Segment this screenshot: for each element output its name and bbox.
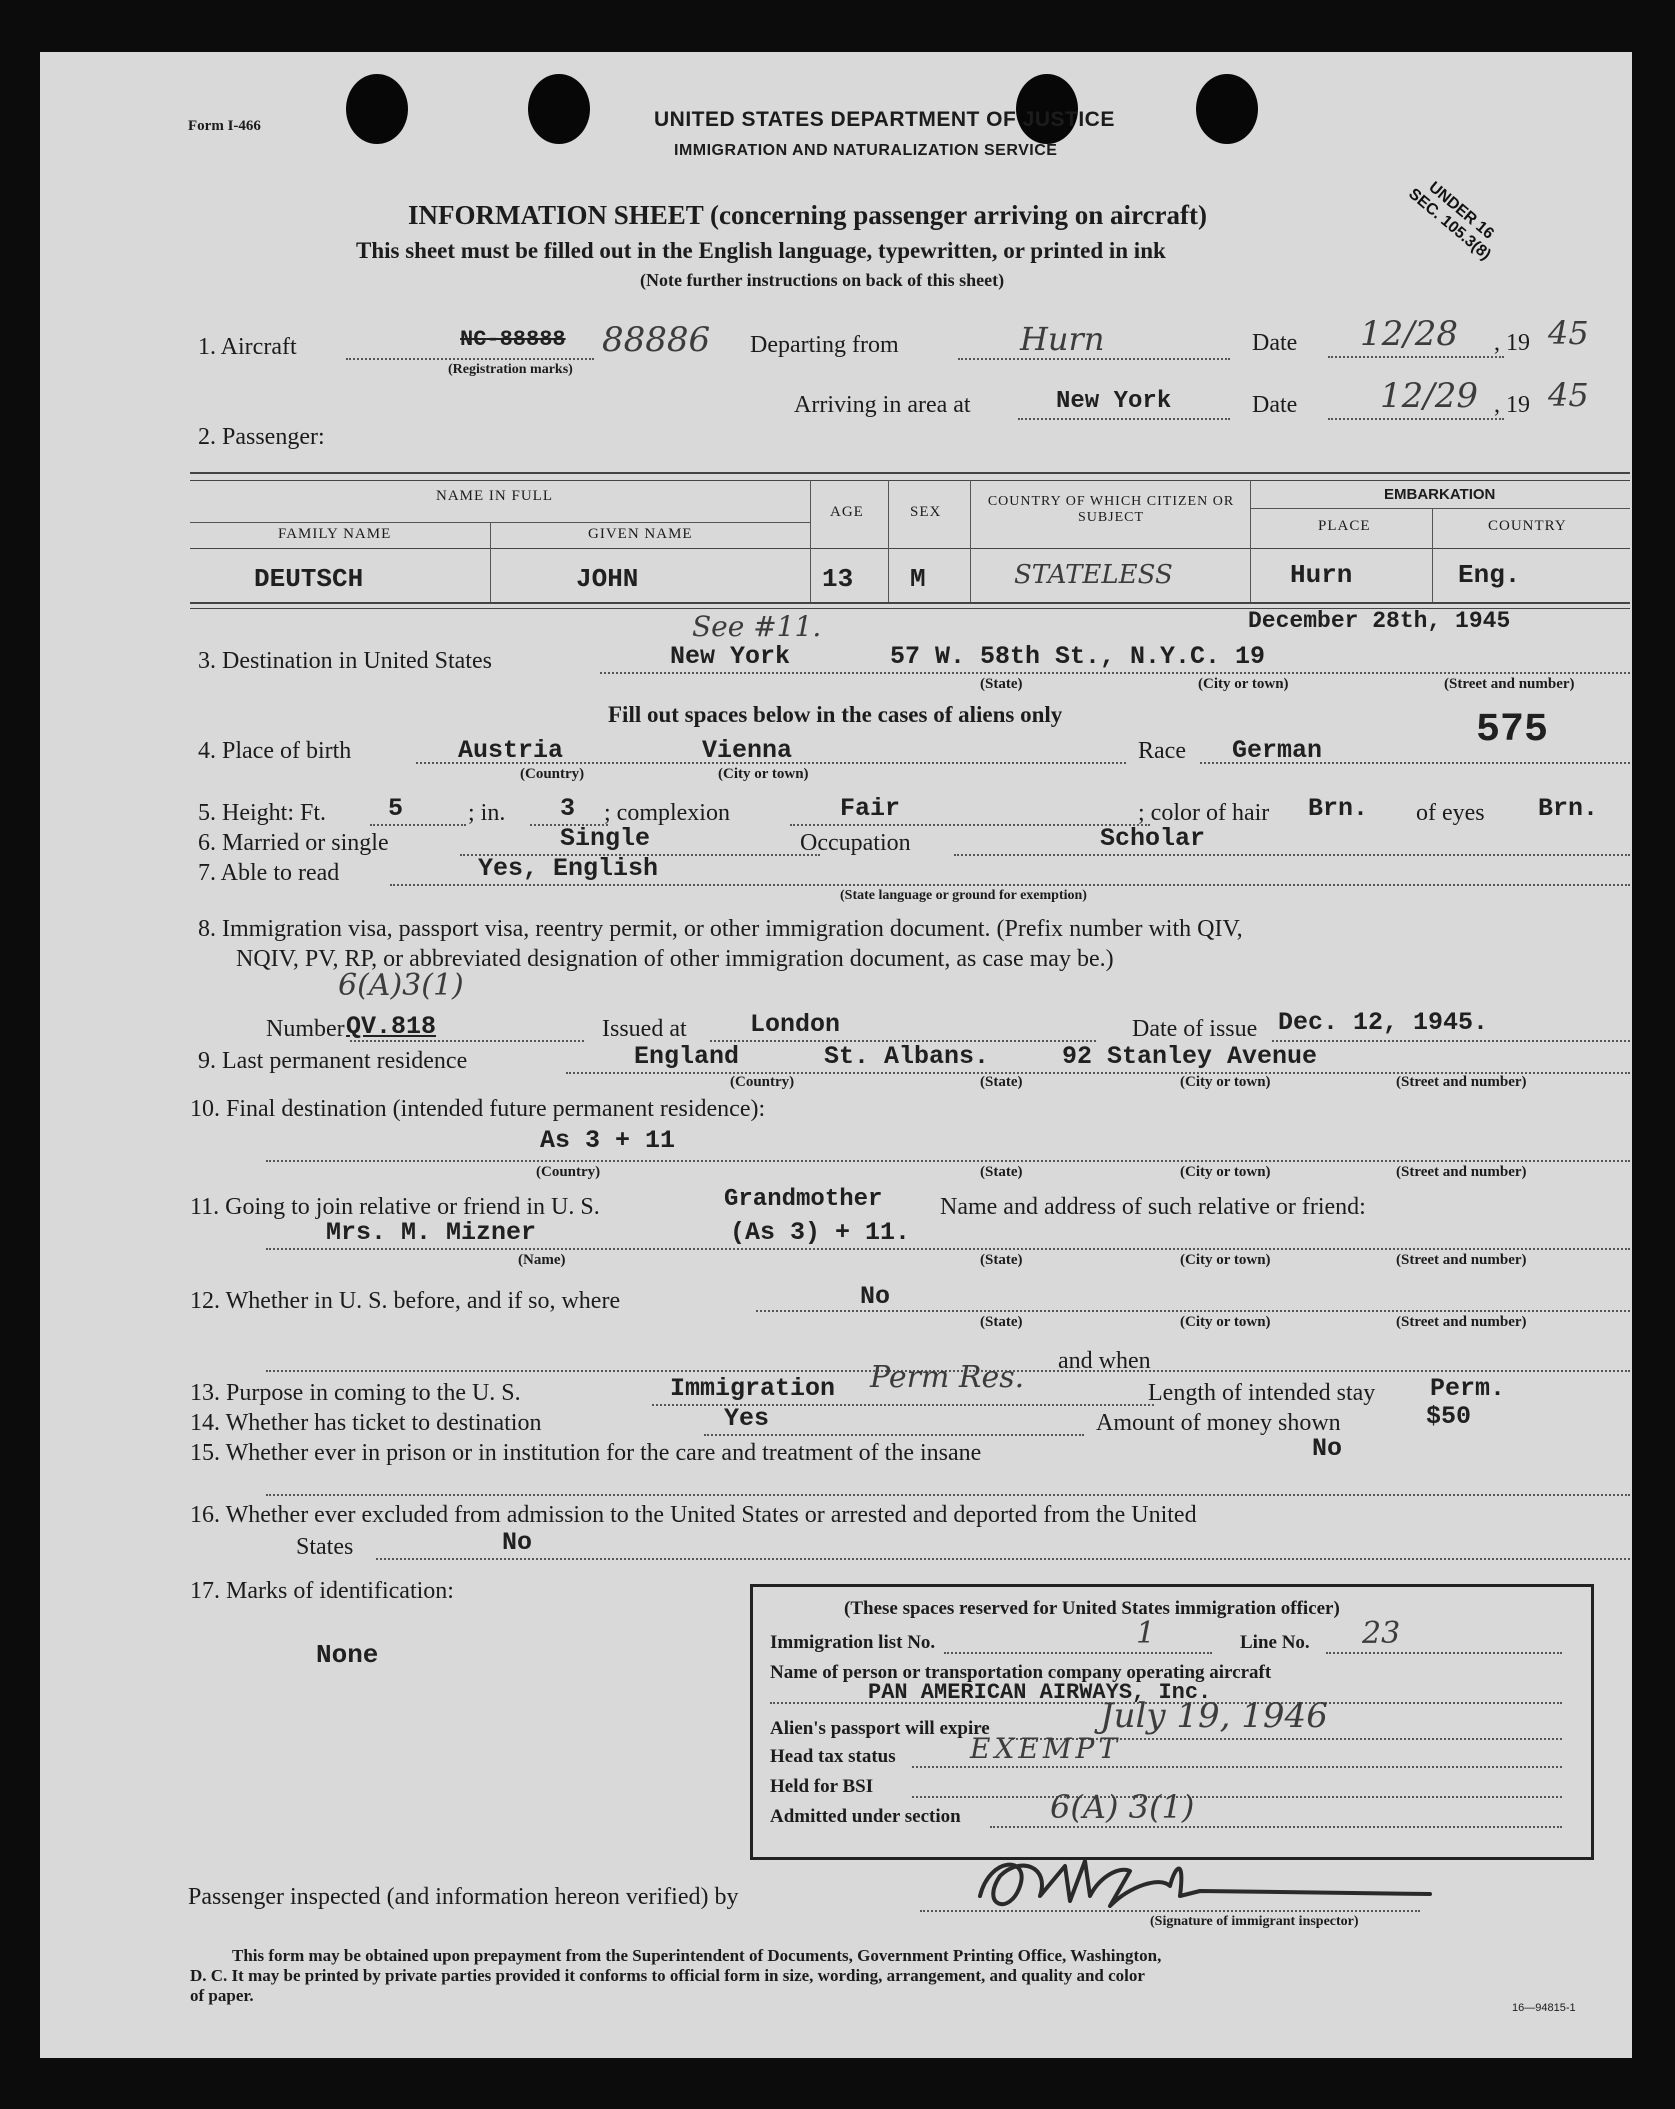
aliens-heading: Fill out spaces below in the cases of aliens only (608, 702, 1063, 727)
header-given-name: GIVEN NAME (588, 526, 693, 542)
header-embarkation: EMBARKATION (1384, 486, 1496, 503)
relative-label: 11. Going to join relative or friend in U. S. (190, 1194, 600, 1220)
eyes-value: Brn. (1538, 794, 1599, 823)
punch-hole (528, 74, 590, 144)
officer-box-heading: (These spaces reserved for United States immigration officer) (844, 1598, 1340, 1619)
birth-country-caption: (Country) (520, 766, 585, 782)
see-note: See #11. (692, 610, 822, 643)
form-number: Form I-466 (188, 118, 261, 134)
arriving-label: Arriving in area at (794, 392, 971, 418)
ticket-label: 14. Whether has ticket to destination (190, 1410, 542, 1436)
destination-label: 3. Destination in United States (198, 648, 492, 674)
issued-label: Issued at (602, 1016, 687, 1042)
relative-label-b: Name and address of such relative or friend: (940, 1194, 1366, 1220)
before-city-caption: (City or town) (1180, 1314, 1271, 1330)
read-caption: (State language or ground for exemption) (840, 888, 1087, 903)
excluded-label-line2: States (296, 1534, 354, 1560)
issued-value: London (750, 1010, 841, 1039)
punch-hole (1196, 74, 1258, 144)
final-dest-state-caption: (State) (980, 1164, 1023, 1180)
service-heading: IMMIGRATION AND NATURALIZATION SERVICE (674, 142, 1058, 159)
print-code: 16—94815-1 (1512, 2002, 1576, 2014)
headtax-value: EXEMPT (970, 1732, 1121, 1765)
header-embarkation-country: COUNTRY (1488, 518, 1567, 534)
destination-city-caption: (City or town) (1198, 676, 1289, 692)
form-instruction: This sheet must be filled out in the English language, typewritten, or printed in ink (356, 238, 1166, 263)
residence-state-caption: (State) (980, 1074, 1023, 1090)
and-when-label: and when (1058, 1348, 1151, 1374)
inspector-signature (970, 1846, 1440, 1920)
residence-country-caption: (Country) (730, 1074, 795, 1090)
destination-state-caption: (State) (980, 676, 1023, 692)
relative-name: Mrs. M. Mizner (326, 1218, 537, 1247)
birth-city: Vienna (702, 736, 793, 765)
issue-date-label: Date of issue (1132, 1016, 1258, 1042)
ticket-value: Yes (724, 1404, 770, 1433)
final-dest-value: As 3 + 11 (540, 1126, 676, 1155)
read-label: 7. Able to read (198, 860, 340, 886)
passport-label: Alien's passport will expire (770, 1718, 990, 1739)
relative-city-caption: (City or town) (1180, 1252, 1271, 1268)
age-value: 13 (822, 564, 854, 594)
embarkation-country-value: Eng. (1458, 560, 1521, 590)
departing-value: Hurn (1020, 320, 1105, 358)
under-16-stamp: UNDER 16 SEC. 105.3(8) (1405, 178, 1497, 264)
depart-date-value: 12/28 (1360, 314, 1458, 354)
purpose-label: 13. Purpose in coming to the U. S. (190, 1380, 521, 1406)
relative-street-caption: (Street and number) (1396, 1252, 1527, 1268)
aircraft-typed: NC-88888 (460, 327, 566, 352)
issue-date-value: Dec. 12, 1945. (1278, 1008, 1489, 1037)
signature-caption: (Signature of immigrant inspector) (1150, 1914, 1359, 1929)
marks-value: None (316, 1640, 379, 1670)
destination-state: New York (670, 642, 791, 671)
arriving-value: New York (1056, 388, 1172, 415)
list-number-stamp: 575 (1476, 708, 1549, 753)
footer-line3: of paper. (190, 1986, 254, 2005)
inspection-label: Passenger inspected (and information hereon verified) by (188, 1884, 739, 1910)
sex-value: M (910, 564, 926, 594)
visa-label-line2: NQIV, PV, RP, or abbreviated designation of other immigration document, as case may be.) (236, 946, 1114, 972)
read-value: Yes, English (478, 854, 659, 883)
operator-value: PAN AMERICAN AIRWAYS, Inc. (868, 1680, 1212, 1705)
departing-label: Departing from (750, 332, 899, 358)
purpose-handwritten: Perm Res. (870, 1360, 1025, 1395)
final-dest-country-caption: (Country) (536, 1164, 601, 1180)
relative-relation: Grandmother (724, 1186, 883, 1213)
race-value: German (1232, 736, 1323, 765)
complexion-label: ; complexion (604, 800, 730, 826)
operator-label: Name of person or transportation company operating aircraft (770, 1662, 1272, 1683)
residence-country: England (634, 1042, 740, 1071)
aircraft-label: 1. Aircraft (198, 334, 297, 360)
final-dest-street-caption: (Street and number) (1396, 1164, 1527, 1180)
destination-date: December 28th, 1945 (1248, 608, 1511, 634)
occupation-label: Occupation (800, 830, 911, 856)
before-value: No (860, 1282, 891, 1311)
punch-hole (346, 74, 408, 144)
form-sheet (40, 52, 1632, 2058)
visa-label-line1: 8. Immigration visa, passport visa, reentry permit, or other immigration document. (Prefix number with QIV, (198, 916, 1243, 942)
hair-value: Brn. (1308, 794, 1369, 823)
marks-label: 17. Marks of identification: (190, 1578, 454, 1604)
arrive-year: 45 (1548, 376, 1589, 414)
birth-country: Austria (458, 736, 564, 765)
residence-state: St. Albans. (824, 1042, 990, 1071)
married-label: 6. Married or single (198, 830, 389, 856)
relative-state-caption: (State) (980, 1252, 1023, 1268)
header-name-in-full: NAME IN FULL (436, 488, 553, 504)
line-no-value: 23 (1362, 1616, 1401, 1651)
header-family-name: FAMILY NAME (278, 526, 392, 542)
residence-label: 9. Last permanent residence (198, 1048, 468, 1074)
money-label: Amount of money shown (1096, 1410, 1341, 1436)
visa-number-value: QV.818 (346, 1012, 437, 1041)
final-dest-city-caption: (City or town) (1180, 1164, 1271, 1180)
prison-label: 15. Whether ever in prison or in institution for the care and treatment of the insane (190, 1440, 982, 1466)
family-name-value: DEUTSCH (254, 564, 364, 594)
header-citizen-country: COUNTRY OF WHICH CITIZEN OR SUBJECT (987, 494, 1235, 525)
footer-line2: D. C. It may be printed by private parties provided it conforms to official form in size, wording, arrangement, and quality and color (190, 1966, 1145, 1985)
relative-address: (As 3) + 11. (730, 1218, 911, 1247)
relative-name-caption: (Name) (518, 1252, 566, 1268)
header-age: AGE (830, 504, 864, 520)
embarkation-place-value: Hurn (1290, 560, 1353, 590)
height-label: 5. Height: Ft. (198, 800, 327, 826)
destination-street-caption: (Street and number) (1444, 676, 1575, 692)
line-no-label: Line No. (1240, 1632, 1310, 1653)
header-sex: SEX (910, 504, 942, 520)
destination-address: 57 W. 58th St., N.Y.C. 19 (890, 642, 1266, 671)
admitted-value: 6(A) 3(1) (1050, 1788, 1195, 1826)
arrive-date-label: Date (1252, 392, 1298, 418)
eyes-label: of eyes (1416, 800, 1485, 826)
bsi-label: Held for BSI (770, 1776, 874, 1797)
race-label: Race (1138, 738, 1186, 764)
money-value: $50 (1426, 1402, 1472, 1431)
visa-section-note: 6(A)3(1) (338, 968, 464, 1003)
headtax-label: Head tax status (770, 1746, 896, 1767)
citizen-value: STATELESS (1014, 560, 1173, 590)
height-in-label: ; in. (468, 800, 506, 826)
header-embarkation-place: PLACE (1318, 518, 1371, 534)
arrive-date-value: 12/29 (1380, 376, 1478, 416)
married-value: Single (560, 824, 651, 853)
depart-date-label: Date (1252, 330, 1298, 356)
hair-label: ; color of hair (1138, 800, 1270, 826)
prison-value: No (1312, 1434, 1343, 1463)
given-name-value: JOHN (576, 564, 639, 594)
length-value: Perm. (1430, 1374, 1506, 1403)
length-label: Length of intended stay (1148, 1380, 1376, 1406)
passenger-label: 2. Passenger: (198, 424, 325, 450)
passport-value: July 19, 1946 (1100, 1696, 1328, 1736)
footer-line1: This form may be obtained upon prepayment from the Superintendent of Documents, Government Printing Office, Washington, (232, 1946, 1162, 1965)
department-heading: UNITED STATES DEPARTMENT OF JUSTICE (654, 108, 1115, 131)
depart-year: 45 (1548, 314, 1589, 352)
residence-street: 92 Stanley Avenue (1062, 1042, 1318, 1071)
height-ft-value: 5 (388, 794, 404, 823)
depart-year-prefix: , 19 (1494, 330, 1530, 356)
birth-city-caption: (City or town) (718, 766, 809, 782)
aircraft-handwritten: 88886 (602, 320, 711, 360)
admitted-label: Admitted under section (770, 1806, 961, 1827)
purpose-value: Immigration (670, 1374, 836, 1403)
height-in-value: 3 (560, 794, 576, 823)
residence-city-caption: (City or town) (1180, 1074, 1271, 1090)
excluded-label-line1: 16. Whether ever excluded from admission to the United States or arrested and deported from the United (190, 1502, 1197, 1528)
registration-caption: (Registration marks) (448, 362, 573, 377)
list-no-label: Immigration list No. (770, 1632, 936, 1653)
occupation-value: Scholar (1100, 824, 1206, 853)
form-title: INFORMATION SHEET (concerning passenger arriving on aircraft) (408, 200, 1207, 230)
list-no-value: 1 (1136, 1616, 1156, 1651)
before-state-caption: (State) (980, 1314, 1023, 1330)
visa-number-label: Number (266, 1016, 345, 1042)
complexion-value: Fair (840, 794, 901, 823)
residence-street-caption: (Street and number) (1396, 1074, 1527, 1090)
excluded-value: No (502, 1528, 533, 1557)
form-note: (Note further instructions on back of this sheet) (640, 270, 1005, 290)
final-dest-label: 10. Final destination (intended future permanent residence): (190, 1096, 766, 1122)
before-street-caption: (Street and number) (1396, 1314, 1527, 1330)
before-label: 12. Whether in U. S. before, and if so, where (190, 1288, 621, 1314)
birth-label: 4. Place of birth (198, 738, 352, 764)
arrive-year-prefix: , 19 (1494, 392, 1530, 418)
